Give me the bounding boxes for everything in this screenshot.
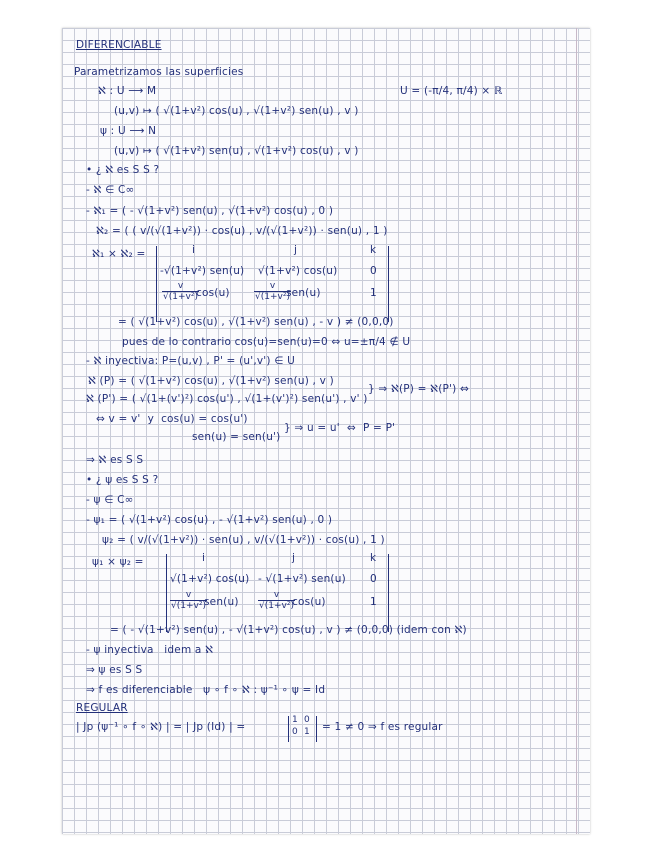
x-cross-product-label: ℵ₁ × ℵ₂ =: [92, 248, 146, 260]
cos-equality: ⇔ v = v' y cos(u) = cos(u'): [96, 413, 248, 425]
jacobian-matrix-row2: 0 1: [292, 727, 310, 737]
det2-row2-col1: sen(u): [204, 596, 239, 608]
psi-is-ss: ⇒ ψ es S S: [86, 664, 143, 676]
det2-row1-col2: - √(1+v²) sen(u): [258, 573, 346, 585]
x-is-ss: ⇒ ℵ es S S: [86, 454, 144, 466]
x-smooth: - ℵ ∈ C∞: [86, 184, 135, 196]
f-differentiable: ⇒ f es diferenciable ψ ∘ f ∘ ℵ : ψ⁻¹ ∘ ψ = Id: [86, 684, 326, 696]
psi-partial-u: - ψ₁ = ( √(1+v²) cos(u) , - √(1+v²) sen(u) , 0 ): [86, 514, 333, 526]
det-row2-col2: sen(u): [286, 287, 321, 299]
det2-k: k: [370, 552, 377, 564]
det-row1-col2: √(1+v²) cos(u): [258, 265, 338, 277]
section-title-regular: REGULAR: [76, 702, 128, 714]
map-psi-definition: ψ : U ⟶ N: [100, 125, 157, 137]
psi-injective: - ψ inyectiva idem a ℵ: [86, 644, 214, 656]
det-row1-col3: 0: [370, 265, 377, 277]
x-equality-brace: } ⇒ ℵ(P) = ℵ(P') ⇔: [368, 383, 469, 395]
x-injective: - ℵ inyectiva: P=(u,v) , P' = (u',v') ∈ U: [86, 355, 295, 367]
psi-partial-v: ψ₂ = ( v/(√(1+v²)) · sen(u) , v/(√(1+v²)) · cos(u) , 1 ): [102, 534, 385, 546]
det2-row2-col2: cos(u): [292, 596, 326, 608]
sen-equality: sen(u) = sen(u'): [192, 431, 281, 443]
det-row2-col1-fraction: $\frac{v}{\text{√(1+v²)}}$: [163, 281, 198, 302]
map-psi-formula: (u,v) ↦ ( √(1+v²) sen(u) , √(1+v²) cos(u) , v ): [114, 145, 359, 157]
map-x-formula: (u,v) ↦ ( √(1+v²) cos(u) , √(1+v²) sen(u) , v ): [114, 105, 359, 117]
x-partial-u: - ℵ₁ = ( - √(1+v²) sen(u) , √(1+v²) cos(u) , 0 ): [86, 205, 334, 217]
det2-row1-col3: 0: [370, 573, 377, 585]
det2-row2-col3: 1: [370, 596, 377, 608]
x-cross-result: = ( √(1+v²) cos(u) , √(1+v²) sen(u) , - v ) ≠ (0,0,0): [118, 316, 394, 328]
determinant2-left-bar: [166, 554, 167, 632]
section-title-diferenciable: DIFERENCIABLE: [76, 39, 162, 51]
det2-row2-col1-fraction: $\frac{v}{\text{√(1+v²)}}$: [171, 590, 206, 611]
margin-line: [576, 28, 577, 834]
domain-u: U = (-π/4, π/4) × ℝ: [400, 85, 503, 97]
det2-i: i: [202, 552, 206, 564]
det-row1-col1: -√(1+v²) sen(u): [160, 265, 245, 277]
psi-cross-result: = ( - √(1+v²) sen(u) , - √(1+v²) cos(u) , v ) ≠ (0,0,0) (idem con ℵ): [110, 624, 467, 636]
det-i: i: [192, 244, 196, 256]
det2-row1-col1: √(1+v²) cos(u): [170, 573, 250, 585]
u-equality-conclusion: } ⇒ u = u' ⇔ P = P': [284, 422, 396, 434]
determinant-left-bar: [156, 246, 157, 322]
det-j: j: [294, 244, 298, 256]
jacobian-matrix-row1: 1 0: [292, 715, 310, 725]
question-psi-ss: • ¿ ψ es S S ?: [86, 474, 159, 486]
grid-paper: [62, 28, 590, 834]
jacobian-matrix-left-bar: [288, 716, 289, 742]
psi-smooth: - ψ ∈ C∞: [86, 494, 134, 506]
determinant2-right-bar: [388, 554, 389, 632]
det-row2-col3: 1: [370, 287, 377, 299]
map-x-definition: ℵ : U ⟶ M: [98, 85, 157, 97]
x-of-p: ℵ (P) = ( √(1+v²) cos(u) , √(1+v²) sen(u) , v ): [88, 375, 334, 387]
jacobian-conclusion: = 1 ≠ 0 ⇒ f es regular: [322, 721, 443, 733]
x-partial-v: ℵ₂ = ( ( v/(√(1+v²)) · cos(u) , v/(√(1+v²)) · sen(u) , 1 ): [96, 225, 388, 237]
x-of-p-prime: ℵ (P') = ( √(1+(v')²) cos(u') , √(1+(v')²) sen(u') , v' ): [86, 393, 368, 405]
det-row2-col2-fraction: $\frac{v}{\text{√(1+v²)}}$: [255, 281, 290, 302]
determinant-right-bar: [388, 246, 389, 322]
question-x-ss: • ¿ ℵ es S S ?: [86, 164, 160, 176]
det2-row2-col2-fraction: $\frac{v}{\text{√(1+v²)}}$: [259, 590, 294, 611]
det-k: k: [370, 244, 377, 256]
det-row2-col1: cos(u): [196, 287, 230, 299]
jacobian-matrix-right-bar: [316, 716, 317, 742]
intro-line: Parametrizamos las superficies: [74, 66, 244, 78]
x-cross-justification: pues de lo contrario cos(u)=sen(u)=0 ⇔ u=±π/4 ∉ U: [122, 336, 411, 348]
det2-j: j: [292, 552, 296, 564]
jacobian-line: | Jp (ψ⁻¹ ∘ f ∘ ℵ) | = | Jp (Id) | =: [76, 721, 246, 733]
psi-cross-product-label: ψ₁ × ψ₂ =: [92, 556, 144, 568]
